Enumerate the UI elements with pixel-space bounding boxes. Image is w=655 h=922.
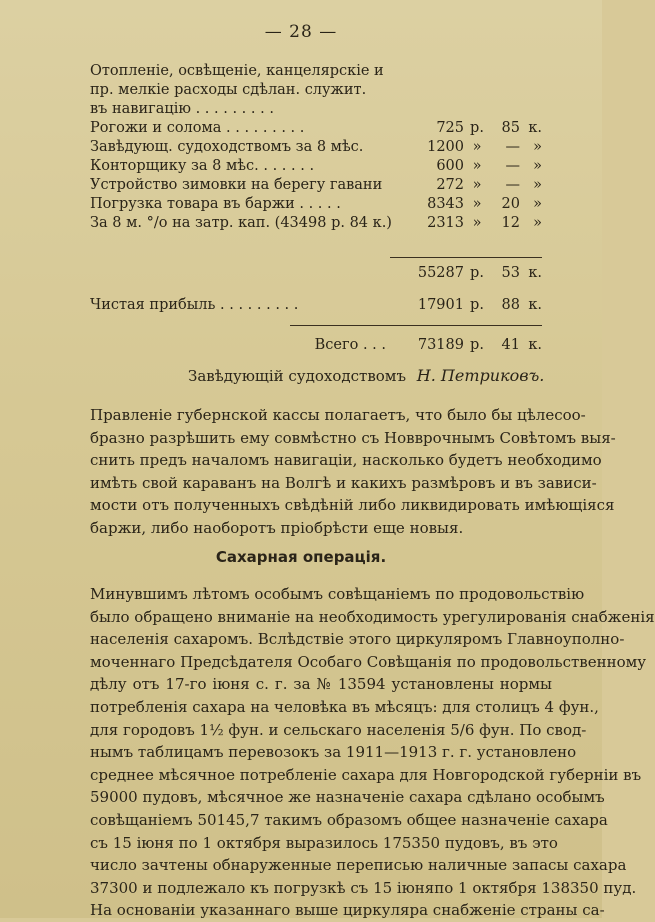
ledger-u2 <box>520 81 542 100</box>
ledger-kop: 12 <box>501 215 520 231</box>
ledger-kop <box>490 81 520 100</box>
ledger-kop: — <box>505 158 520 174</box>
ledger-u1 <box>464 81 490 100</box>
sugar-operation-paragraph <box>90 583 655 922</box>
ledger-kop: — <box>505 139 520 155</box>
ledger-u1: » <box>472 139 482 155</box>
ledger-u2: » <box>533 139 542 155</box>
ledger-desc: Отопленіе, освѣщеніе, канцелярскіе и <box>90 63 384 79</box>
ledger-kop <box>490 100 520 119</box>
total-amount: 73189 <box>417 337 464 353</box>
ledger-row <box>90 157 542 176</box>
ledger-row <box>90 62 542 81</box>
subtotal-block <box>90 264 542 283</box>
total-row: Всего . . . 73189 р. 41 к. <box>90 336 542 355</box>
ledger-u2: » <box>533 158 542 174</box>
ledger-desc: въ навигацію . . . . . . . . . <box>90 101 274 117</box>
text-line: число зачтены обнаруженные переписью наличные запасы сахара <box>90 856 627 875</box>
text-line: дѣлу отъ 17-го іюня с. г. за № 13594 установлены нормы <box>90 675 552 694</box>
section-heading: Сахарная операція. <box>215 548 387 566</box>
ledger-amount: 2313 <box>427 215 464 231</box>
ledger-desc: Завѣдующ. судоходствомъ за 8 мѣс. <box>90 139 364 155</box>
ledger-u1: р. <box>470 120 484 136</box>
ledger-amount <box>392 100 464 119</box>
text-line: совѣщаніемъ 50145,7 такимъ образомъ общее назначеніе сахара <box>90 810 608 829</box>
subtotal-kop: 53 <box>501 265 520 281</box>
ledger-kop <box>490 62 520 81</box>
ledger-amount: 8343 <box>427 196 464 212</box>
ledger-u1: » <box>472 215 482 231</box>
ledger-row <box>90 119 542 138</box>
text-line: Минувшимъ лѣтомъ особымъ совѣщаніемъ по продовольствію <box>90 585 585 603</box>
text-line: Правленіе губернской кассы полагаетъ, что было бы цѣлесоо- <box>90 406 586 424</box>
ledger-u2: к. <box>528 120 542 136</box>
ledger-amount: 1200 <box>427 139 464 155</box>
ledger-row <box>90 100 542 119</box>
ledger-kop: 20 <box>501 196 520 212</box>
board-resolution-paragraph <box>90 404 616 540</box>
ledger-amount <box>392 62 464 81</box>
ledger-amount: 725 <box>436 120 464 136</box>
ledger-u1: » <box>472 177 482 193</box>
ledger-desc: Погрузка товара въ баржи . . . . . <box>90 196 341 212</box>
text-line: 59000 пудовъ, мѣсячное же назначеніе сахара сдѣлано особымъ <box>90 788 605 807</box>
net-profit-amount: 17901 <box>417 297 464 313</box>
ledger-row <box>90 176 542 195</box>
ledger-u1: » <box>472 158 482 174</box>
total-kop: 41 <box>501 337 520 353</box>
text-line: населенія сахаромъ. Вслѣдствіе этого циркуляромъ Главноуполно- <box>90 630 625 649</box>
text-line: снить предъ началомъ навигаціи, насколько будетъ необходимо <box>90 451 602 470</box>
ledger-amount: 272 <box>436 177 464 193</box>
text-line: потребленія сахара на человѣка въ мѣсяцъ: для столицъ 4 фун., <box>90 697 599 716</box>
subtotal-rule <box>390 257 542 258</box>
ledger-amount: 600 <box>436 158 464 174</box>
net-profit-label: Чистая прибыль . . . . . . . . . <box>90 297 299 313</box>
total-block <box>90 336 542 355</box>
net-profit-row: Чистая прибыль . . . . . . . . . 17901 р. 88 к. <box>90 297 542 313</box>
ledger-u2 <box>520 100 542 119</box>
ledger-kop: — <box>505 177 520 193</box>
ledger-u2: » <box>533 196 542 212</box>
ledger-desc: Устройство зимовки на берегу гавани <box>90 177 383 193</box>
ledger-row <box>90 138 542 157</box>
text-line: бразно разрѣшить ему совмѣстно съ Новврочнымъ Совѣтомъ выя- <box>90 428 616 447</box>
ledger-desc: Конторщику за 8 мѣс. . . . . . . <box>90 158 315 174</box>
ledger-desc: пр. мелкіе расходы сдѣлан. служит. <box>90 82 367 98</box>
ledger-u2: » <box>533 177 542 193</box>
text-line: было обращено вниманіе на необходимость урегулированія снабженія <box>90 607 655 626</box>
text-line: 37300 и подлежало къ погрузкѣ съ 15 іюняпо 1 октября 138350 пуд. <box>90 878 637 897</box>
ledger-u2: » <box>533 215 542 231</box>
text-line: нымъ таблицамъ перевозокъ за 1911—1913 г. г. установлено <box>90 743 577 762</box>
ledger-amount <box>392 81 464 100</box>
text-line: мости отъ полученныхъ свѣдѣній либо ликвидировать имѣющіяся <box>90 496 615 515</box>
text-line: для городовъ 1½ фун. и сельскаго населенія 5/6 фун. По свод- <box>90 720 587 739</box>
subtotal-amount: 55287 <box>417 265 464 281</box>
ledger-rows <box>90 62 542 233</box>
ledger-kop: 85 <box>501 120 520 136</box>
text-line: съ 15 іюня по 1 октября выразилось 175350 пудовъ, въ это <box>90 833 558 852</box>
text-line: На основаніи указаннаго выше циркуляра снабженіе страны са- <box>90 901 605 920</box>
signature-line <box>188 366 544 385</box>
net-profit-block <box>90 296 542 315</box>
ledger-row <box>90 195 542 214</box>
ledger-desc: Рогожи и солома . . . . . . . . . <box>90 120 305 136</box>
page-number: — 28 — <box>264 22 338 42</box>
text-line: баржи, либо наоборотъ пріобрѣсти еще новыя. <box>90 518 464 537</box>
net-profit-kop: 88 <box>501 297 520 313</box>
signature-title: Завѣдующій судоходствомъ <box>188 367 407 385</box>
text-line: имѣть свой караванъ на Волгѣ и какихъ размѣровъ и въ зависи- <box>90 473 597 492</box>
ledger-u1 <box>464 100 490 119</box>
text-line: среднее мѣсячное потребленіе сахара для Новгородской губерніи въ <box>90 765 642 784</box>
ledger-u1: » <box>472 196 482 212</box>
signature-name: Н. Петриковъ. <box>416 366 545 385</box>
total-label: Всего . . . <box>314 337 386 353</box>
ledger-row <box>90 214 542 233</box>
ledger-desc: За 8 м. °/o на затр. кап. (43498 р. 84 к.) <box>90 215 392 231</box>
ledger-u2 <box>520 62 542 81</box>
ledger-row <box>90 81 542 100</box>
expense-ledger <box>90 62 542 233</box>
total-rule <box>290 325 542 326</box>
ledger-u1 <box>464 62 490 81</box>
subtotal-row: 55287 р. 53 к. <box>90 264 542 283</box>
text-line: моченнаго Предсѣдателя Особаго Совѣщанія по продовольственному <box>90 652 647 671</box>
